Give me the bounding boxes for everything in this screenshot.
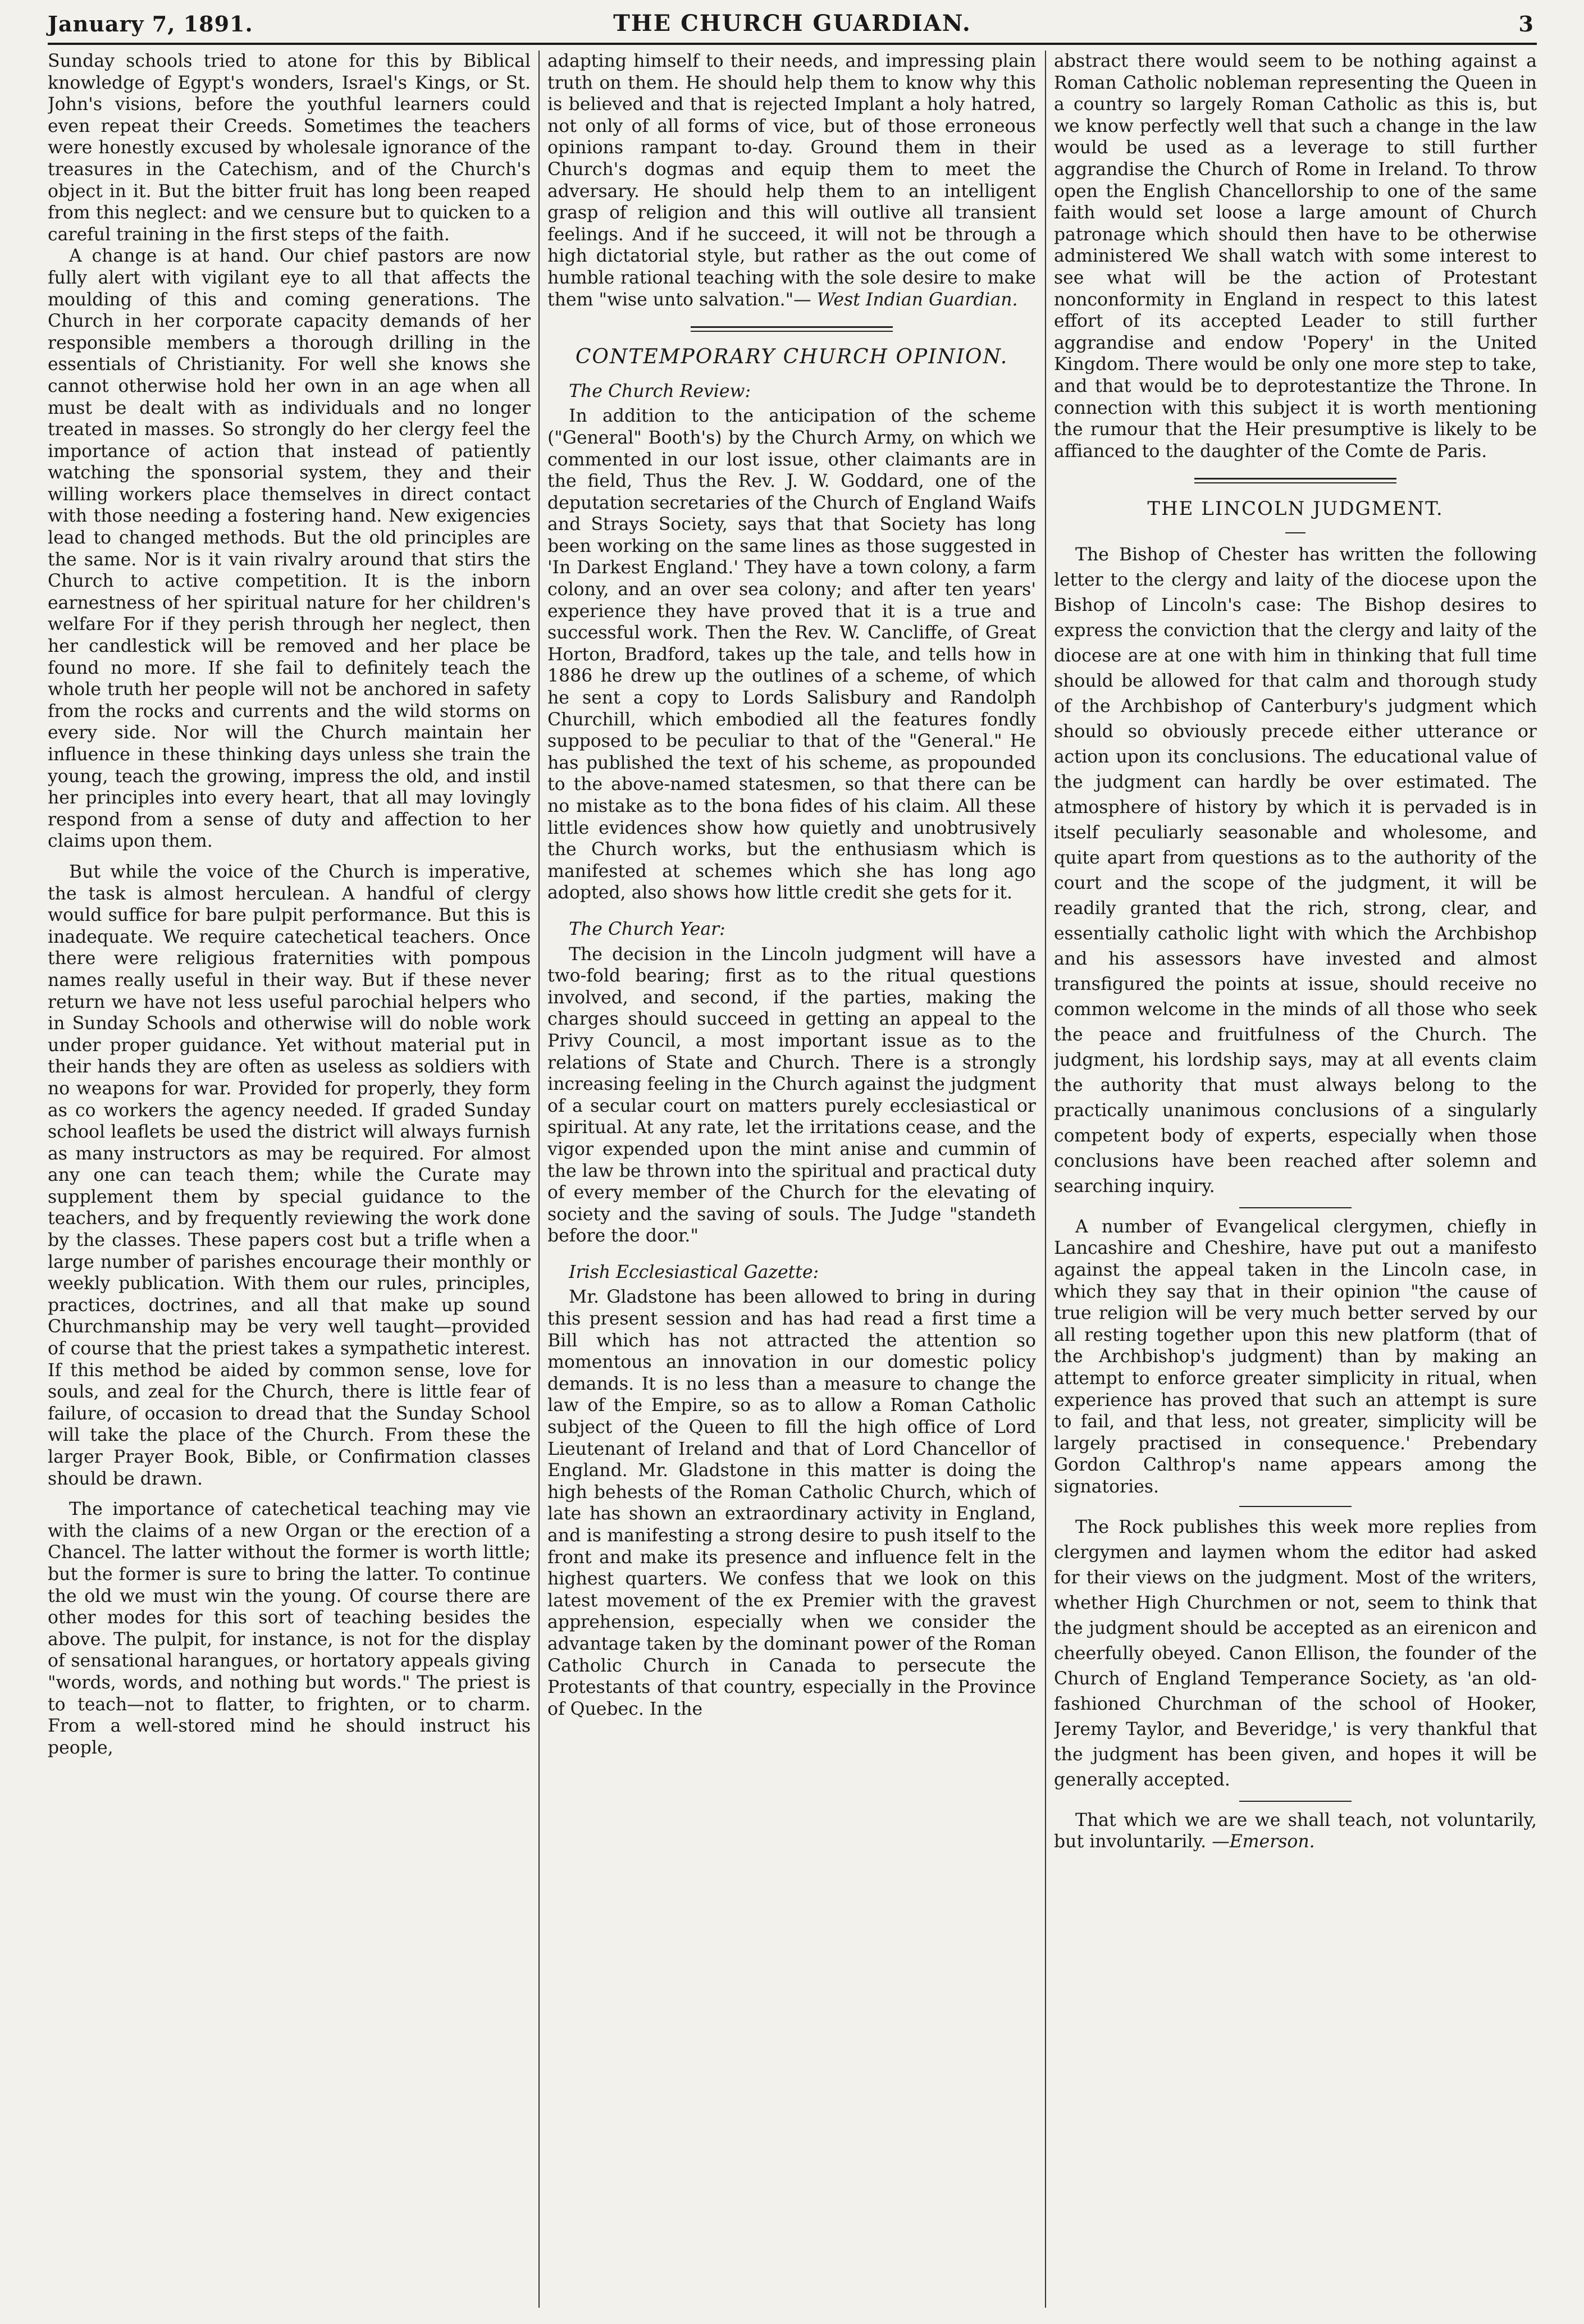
- closing-quote: [1054, 1810, 1537, 1853]
- paragraph: A change is at hand. Our chief pastors are now fully alert with vigilant eye to all that affects the moulding of this and coming generations. The Church in her corporate capacity demands of her responsible members a thorough drilling in the essentials of Christianity. For well she knows she cannot otherwise hold her own in an age when all must be dealt with as individuals and no longer treated in masses. So strongly do her clergy feel the importance of action that instead of patiently watching the sponsorial system, they and their willing workers place themselves in direct contact with those needing a fostering hand. New exigencies lead to changed methods. But the old principles are the same. Nor is it vain rivalry around that stirs the Church to active competition. It is the inborn earnestness of her spiritual nature for her children's welfare For if they perish through her neglect, then her candlestick will be removed and her place be found no more. If she fail to definitely teach the whole truth her people will not be anchored in safety from the rocks and currents and the wild storms on every side. Nor will the Church maintain her influence in these thinking days unless she train the young, teach the growing, impress the old, and instil her principles into every heart, that all may lovingly respond from a sense of duty and affection to her claims upon them.: [48, 246, 531, 852]
- issue-date: January 7, 1891.: [48, 11, 253, 36]
- paragraph: But while the voice of the Church is imperative, the task is almost herculean. A handful of clergy would suffice for bare pulpit performance. But this is inadequate. We require catechetical teachers. Once there were religious fraternities with pompous names really useful in their way. But if these never return we have not less useful parochial helpers who in Sunday Schools and otherwise will do noble work under proper guidance. Yet without material put in their hands they are often as useless as soldiers with no weapons for war. Provided for properly, they form as co workers the agency needed. If graded Sunday school leaflets be used the district will always furnish as many instructors as may be required. For almost any one can teach them; while the Curate may supplement them by special guidance to the teachers, and by frequently reviewing the work done by the classes. These papers cost but a trifle when a large number of parishes encourage their monthly or weekly publication. With them our rules, principles, practices, doctrines, and all that make up sound Churchmanship may be very well taught—provided of course that the priest takes a sympathetic interest. If this method be aided by common sense, love for souls, and zeal for the Church, there is little fear of failure, of occasion to dread that the Sunday School will take the place of the Church. From these the larger Prayer Book, Bible, or Confirmation classes should be drawn.: [48, 861, 531, 1489]
- quote-author: —Emerson.: [1212, 1832, 1315, 1852]
- paragraph: In addition to the anticipation of the scheme ("General" Booth's) by the Church Army, on which we commented in our lost issue, other claimants are in the field, Thus the Rev. J. W. Goddard, one of the deputation secretaries of the Church of England Waifs and Strays Society, says that that Society has long been working on the same lines as those suggested in 'In Darkest England.' They have a town colony, a farm colony, and an over sea colony; and after ten years' experience they have proved that it is a true and successful work. Then the Rev. W. Cancliffe, of Great Horton, Bradford, takes up the tale, and tells how in 1886 he drew up the outlines of a scheme, of which he sent a copy to Lords Salisbury and Randolph Churchill, which embodied all the features fondly supposed to be peculiar to that of the "General." He has published the text of his scheme, as propounded to the above-named statesmen, so that there can be no mistake as to the bona fides of his claim. All these little evidences show how quietly and unobtrusively the Church works, but the enthusiasm which is manifested at schemes which she has long ago adopted, also shows how little credit she gets for it.: [547, 406, 1036, 903]
- paragraph: A number of Evangelical clergymen, chiefly in Lancashire and Cheshire, have put out a manifesto against the appeal taken in the Lincoln case, in which they say that in their opinion "the cause of true religion will be very much better served by our all resting together upon this new platform (that of the Archbishop's judgment) than by making an attempt to enforce greater simplicity in ritual, when experience has proved that such an attempt is sure to fail, and that less, not greater, simplicity will be largely practised in consequence.' Prebendary Gordon Calthrop's name appears among the signatories.: [1054, 1216, 1537, 1497]
- paragraph: [547, 51, 1036, 311]
- section-heading: CONTEMPORARY CHURCH OPINION.: [575, 345, 1008, 369]
- paragraph: The decision in the Lincoln judgment will have a two-fold bearing; first as to the ritual questions involved, and second, if the parties, making the charges should succeed in getting an appeal to the Privy Council, a most important issue as to the relations of State and Church. There is a strongly increasing feeling in the Church against the judgment of a secular court on matters purely ecclesiastical or spiritual. At any rate, let the irritations cease, and the vigor expended upon the mint anise and cummin of the law be thrown into the spiritual and practical duty of every member of the Church for the elevating of society and the saving of souls. The Judge "standeth before the door.": [547, 944, 1036, 1247]
- source-heading: Irish Ecclesiastical Gazette:: [569, 1262, 819, 1282]
- paragraph-text: adapting himself to their needs, and impressing plain truth on them. He should help them to know why this is believed and that is rejected Implant a holy hatred, not only of all forms of vice, but of those erroneous opinions rampant to-day. Ground them in their Church's dogmas and equip them to meet the adversary. He should help them to an intelligent grasp of religion and this will outlive all transient feelings. And if he succeed, it will not be through a high dictatorial style, but rather as the out come of humble rational teaching with the sole desire to make them "wise unto salvation."—: [547, 51, 1036, 310]
- source-heading: The Church Year:: [569, 919, 725, 939]
- source-heading: The Church Review:: [569, 381, 751, 401]
- section-heading: THE LINCOLN JUDGMENT.: [1147, 497, 1444, 520]
- source-citation: West Indian Guardian.: [816, 289, 1018, 310]
- section-rule: [1194, 478, 1396, 483]
- column-3: [1054, 51, 1537, 2313]
- separator-rule: [1239, 1801, 1352, 1802]
- paragraph: The importance of catechetical teaching may vie with the claims of a new Organ or the erection of a Chancel. The latter without the former is worth little; but the former is sure to bring the latter. To continue the old we must win the young. Of course there are other modes for this sort of teaching besides the above. The pulpit, for instance, is not for the display of sensational harangues, or hortatory appeals giving "words, words, and nothing but words." The priest is to teach—not to flatter, to frighten, or to charm. From a well-stored mind he should instruct his people,: [48, 1499, 531, 1758]
- paragraph: Mr. Gladstone has been allowed to bring in during this present session and has had read a first time a Bill which has not attracted the attention so momentous an innovation in our domestic policy demands. It is no less than a measure to change the law of the Empire, so as to allow a Roman Catholic subject of the Queen to fill the high office of Lord Lieutenant of Ireland and that of Lord Chancellor of England. Mr. Gladstone in this matter is doing the high behests of the Roman Catholic Church, which of late has shown an extraordinary activity in England, and is manifesting a strong desire to push itself to the front and make its presence and influence felt in the highest quarters. We confess that we look on this latest movement of the ex Premier with the gravest apprehension, especially when we consider the advantage taken by the dominant power of the Roman Catholic Church in Canada to persecute the Protestants of that country, especially in the Province of Quebec. In the: [547, 1287, 1036, 1719]
- paragraph: The Bishop of Chester has written the following letter to the clergy and laity of the diocese upon the Bishop of Lincoln's case: The Bishop desires to express the conviction that the clergy and laity of the diocese are at one with him in thinking that full time should be allowed for that calm and thorough study of the Archbishop of Canterbury's judgment which should so obviously precede either utterance or action upon its conclusions. The educational value of the judgment can hardly be over estimated. The atmosphere of history by which it is pervaded is in itself peculiarly seasonable and wholesome, and quite apart from questions as to the authority of the court and the scope of the judgment, it will be readily granted that the rich, strong, clear, and essentially catholic light with which the Archbishop and his assessors have invested and almost transfigured the points at issue, should receive no common welcome in the minds of all those who seek the peace and fruitfulness of the Church. The judgment, his lordship says, may at all events claim the authority that must always belong to the practically unanimous conclusions of a singularly competent body of experts, especially when those conclusions have been reached after solemn and searching inquiry.: [1054, 544, 1537, 1197]
- masthead-title: THE CHURCH GUARDIAN.: [613, 10, 971, 36]
- column-divider: [538, 51, 540, 2308]
- column-1: [48, 51, 531, 2313]
- column-divider: [1045, 51, 1046, 2308]
- paragraph: abstract there would seem to be nothing against a Roman Catholic nobleman representing the Queen in a country so largely Roman Catholic as this is, but we know perfectly well that such a change in the law would be used as a leverage to still further aggrandise the Church of Rome in Ireland. To throw open the English Chancellorship to one of the same faith would set loose a large amount of Church patronage which should then have to be otherwise administered We shall watch with some interest to see what will be the action of Protestant nonconformity in England in respect to this latest effort of its accepted Leader to still further aggrandise and endow 'Popery' in the United Kingdom. There would be only one more step to take, and that would be to deprotestantize the Throne. In connection with this subject it is worth mentioning the rumour that the Heir presumptive is likely to be affianced to the daughter of the Comte de Paris.: [1054, 51, 1537, 462]
- paragraph: Sunday schools tried to atone for this by Biblical knowledge of Egypt's wonders, Israel's Kings, or St. John's visions, before the youthful learners could even repeat their Creeds. Sometimes the teachers were honestly excused by wholesale ignorance of the treasures in the Catechism, and of the Church's object in it. But the bitter fruit has long been reaped from this neglect: and we censure but to quicken to a careful training in the first steps of the faith.: [48, 51, 531, 245]
- quote-text: That which we are we shall teach, not voluntarily, but involuntarily.: [1054, 1810, 1537, 1852]
- separator-rule: [1239, 1506, 1352, 1507]
- page-header: [48, 7, 1537, 45]
- section-rule: [691, 326, 893, 332]
- separator-rule: [1239, 1207, 1352, 1208]
- column-2: [547, 51, 1036, 2313]
- paragraph: The Rock publishes this week more replies from clergymen and laymen whom the editor had asked for their views on the judgment. Most of the writers, whether High Churchmen or not, seem to think that the judgment should be accepted as an eirenicon and cheerfully obeyed. Canon Ellison, the founder of the Church of England Temperance Society, as 'an old-fashioned Churchman of the school of Hooker, Jeremy Taylor, and Beveridge,' is very thankful that the judgment has been given, and hopes it will be generally accepted.: [1054, 1517, 1537, 1790]
- newspaper-page: [48, 0, 1537, 2324]
- page-number: 3: [1518, 11, 1533, 36]
